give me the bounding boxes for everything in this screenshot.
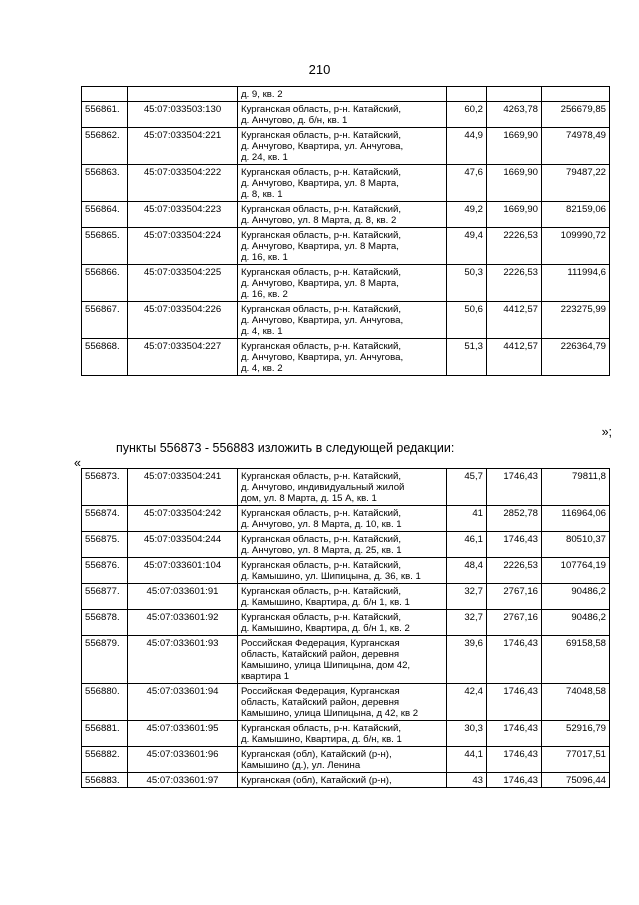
row-number-cell-text: 556880. [85,686,120,697]
area-cell [447,684,487,721]
row-number-cell-text: 556882. [85,749,120,760]
table-row [82,228,610,265]
area-cell [447,302,487,339]
cadastral-value-cell-text: 69158,58 [565,638,606,649]
rate-cell-text: 2852,78 [503,508,538,519]
cadastral-number-cell-text: 45:07:033504:223 [143,204,222,215]
cadastral-value-cell [542,636,610,684]
area-cell [447,87,487,102]
cadastral-value-cell-text: 74978,49 [565,130,606,141]
area-cell-text: 41 [472,508,483,519]
cadastral-value-cell-text: 79811,8 [572,471,606,482]
rate-cell [487,610,542,636]
area-cell [447,584,487,610]
area-cell [447,721,487,747]
cadastral-number-cell-text: 45:07:033504:226 [143,304,222,315]
rate-cell-text: 1746,43 [503,471,538,482]
area-cell [447,128,487,165]
area-cell [447,102,487,128]
row-number-cell-text: 556881. [85,723,120,734]
address-cell [238,87,447,102]
rate-cell [487,532,542,558]
address-cell [238,532,447,558]
cadastral-number-cell-text: 45:07:033504:222 [143,167,222,178]
address-cell-text: Курганская область, р-н. Катайский, д. Анчугово, Квартира, ул. 8 Марта, д. 8, кв. 1 [241,167,402,200]
rate-cell-text: 1669,90 [503,167,538,178]
row-number-cell-text: 556883. [85,775,120,786]
area-cell-text: 50,6 [464,304,483,315]
row-number-cell-text: 556879. [85,638,120,649]
cadastral-number-cell [128,302,238,339]
row-number-cell-text: 556873. [85,471,120,482]
cadastral-value-cell-text: 82159,06 [565,204,606,215]
row-number-cell-text: 556877. [85,586,120,597]
address-cell-text: Курганская (обл), Катайский (р-н), Камышино (д.), ул. Ленина [241,749,392,771]
opening-quote: « [74,456,81,470]
cadastral-number-cell-text: 45:07:033503:130 [143,104,222,115]
address-cell-text: Курганская область, р-н. Катайский, д. Анчугово, Квартира, ул. 8 Марта, д. 16, кв. 2 [241,267,402,300]
cadastral-value-cell [542,202,610,228]
area-cell-text: 49,2 [464,204,483,215]
table-row [82,684,610,721]
rate-cell [487,721,542,747]
cadastral-value-cell-text: 75096,44 [565,775,606,786]
row-number-cell [82,228,128,265]
cadastral-value-cell-text: 80510,37 [565,534,606,545]
row-number-cell [82,506,128,532]
area-cell-text: 46,1 [464,534,483,545]
cadastral-value-cell [542,747,610,773]
area-cell [447,469,487,506]
cadastral-value-cell [542,506,610,532]
area-cell-text: 49,4 [464,230,483,241]
table-row [82,610,610,636]
address-cell-text: Российская Федерация, Курганская область, Катайский район, деревня Камышино, улица Шипицына, дом 42, квартира 1 [241,638,411,682]
cadastral-value-cell [542,128,610,165]
cadastral-number-cell-text: 45:07:033601:93 [146,638,219,649]
address-cell [238,128,447,165]
rate-cell-text: 1746,43 [503,749,538,760]
row-number-cell-text: 556865. [85,230,120,241]
cadastral-value-cell-text: 79487,22 [565,167,606,178]
rate-cell [487,584,542,610]
cadastral-number-cell [128,228,238,265]
row-number-cell [82,102,128,128]
table-row [82,128,610,165]
cadastral-value-cell [542,469,610,506]
page-number: 210 [308,62,331,77]
address-cell-text: Курганская область, р-н. Катайский, д. Камышино, Квартира, д. б/н, кв. 1 [241,723,402,745]
address-cell [238,202,447,228]
cadastral-value-cell [542,610,610,636]
address-cell-text: Курганская область, р-н. Катайский, д. Камышино, ул. Шипицына, д. 36, кв. 1 [241,560,421,582]
area-cell [447,202,487,228]
address-cell [238,558,447,584]
area-cell-text: 50,3 [464,267,483,278]
table-row [82,584,610,610]
cadastral-value-cell [542,228,610,265]
rate-cell-text: 2767,16 [503,612,538,623]
row-number-cell-text: 556875. [85,534,120,545]
row-number-cell-text: 556868. [85,341,120,352]
rate-cell [487,128,542,165]
address-cell [238,265,447,302]
row-number-cell-text: 556863. [85,167,120,178]
cadastral-value-cell [542,773,610,788]
cadastral-value-cell [542,102,610,128]
rate-cell-text: 2226,53 [503,267,538,278]
closing-quote: »; [601,425,612,439]
cadastral-value-cell-text: 90486,2 [571,586,606,597]
cadastral-number-cell [128,87,238,102]
cadastral-value-cell [542,265,610,302]
table-row [82,265,610,302]
address-cell [238,636,447,684]
cadastral-value-cell-text: 223275,99 [560,304,606,315]
cadastral-number-cell-text: 45:07:033601:95 [146,723,219,734]
cadastral-number-cell [128,102,238,128]
cadastral-value-cell [542,532,610,558]
address-cell [238,302,447,339]
cadastral-number-cell [128,610,238,636]
row-number-cell-text: 556876. [85,560,120,571]
cadastral-value-cell [542,302,610,339]
address-cell-text: Курганская область, р-н. Катайский, д. Анчугово, индивидуальный жилой дом, ул. 8 Марта, д. 15 А, кв. 1 [241,471,405,504]
cadastral-value-cell [542,165,610,202]
area-cell [447,228,487,265]
area-cell [447,773,487,788]
amendment-instruction: пункты 556873 - 556883 изложить в следующей редакции: [116,441,455,455]
area-cell [447,339,487,376]
table-row [82,339,610,376]
rate-cell-text: 1746,43 [503,686,538,697]
table-row [82,506,610,532]
address-cell-text: Курганская область, р-н. Катайский, д. Камышино, Квартира, д. б/н 1, кв. 2 [241,612,410,634]
table-row [82,636,610,684]
cadastral-number-cell-text: 45:07:033601:92 [146,612,219,623]
row-number-cell [82,584,128,610]
cadastral-value-cell-text: 256679,85 [560,104,606,115]
registry-table-body [82,87,610,376]
cadastral-value-cell-text: 116964,06 [561,508,606,519]
cadastral-value-cell [542,684,610,721]
area-cell-text: 39,6 [464,638,483,649]
rate-cell [487,228,542,265]
address-cell-text: Курганская область, р-н. Катайский, д. Анчугово, ул. 8 Марта, д. 8, кв. 2 [241,204,402,226]
cadastral-number-cell [128,684,238,721]
rate-cell-text: 2767,16 [503,586,538,597]
cadastral-number-cell [128,747,238,773]
address-cell [238,165,447,202]
cadastral-number-cell-text: 45:07:033504:242 [143,508,222,519]
cadastral-value-cell [542,87,610,102]
address-cell-text: Курганская область, р-н. Катайский, д. Камышино, Квартира, д. б/н 1, кв. 1 [241,586,410,608]
cadastral-number-cell-text: 45:07:033504:241 [143,471,222,482]
area-cell [447,532,487,558]
row-number-cell [82,202,128,228]
address-cell [238,469,447,506]
table-row [82,721,610,747]
cadastral-number-cell [128,532,238,558]
area-cell-text: 48,4 [464,560,483,571]
address-cell-text: Курганская область, р-н. Катайский, д. Анчугово, Квартира, ул. 8 Марта, д. 16, кв. 1 [241,230,402,263]
rate-cell [487,773,542,788]
row-number-cell-text: 556861. [85,104,120,115]
rate-cell-text: 4263,78 [503,104,538,115]
cadastral-value-cell [542,339,610,376]
cadastral-value-cell-text: 90486,2 [571,612,606,623]
row-number-cell-text: 556862. [85,130,120,141]
address-cell-text: Курганская область, р-н. Катайский, д. Анчугово, Квартира, ул. Анчугова, д. 4, кв. 1 [241,304,404,337]
row-number-cell [82,773,128,788]
cadastral-value-cell-text: 74048,58 [565,686,606,697]
rate-cell-text: 1669,90 [503,204,538,215]
row-number-cell [82,610,128,636]
address-cell [238,339,447,376]
cadastral-number-cell-text: 45:07:033601:97 [146,775,219,786]
cadastral-value-cell-text: 107764,19 [560,560,606,571]
row-number-cell [82,128,128,165]
address-cell [238,102,447,128]
table-row [82,102,610,128]
area-cell-text: 42,4 [464,686,483,697]
row-number-cell [82,636,128,684]
cadastral-number-cell [128,265,238,302]
address-cell-text: Российская Федерация, Курганская область, Катайский район, деревня Камышино, улица Шипицына, д 42, кв 2 [241,686,419,719]
rate-cell [487,202,542,228]
area-cell-text: 32,7 [464,586,483,597]
cadastral-value-cell [542,584,610,610]
cadastral-number-cell-text: 45:07:033601:96 [146,749,219,760]
cadastral-number-cell-text: 45:07:033504:225 [143,267,222,278]
registry-table-amended [81,468,610,788]
row-number-cell [82,265,128,302]
area-cell-text: 32,7 [464,612,483,623]
rate-cell [487,684,542,721]
cadastral-number-cell [128,339,238,376]
row-number-cell [82,747,128,773]
address-cell-text: Курганская область, р-н. Катайский, д. Анчугово, ул. 8 Марта, д. 10, кв. 1 [241,508,402,530]
area-cell [447,265,487,302]
area-cell-text: 44,1 [464,749,483,760]
area-cell-text: 45,7 [464,471,483,482]
rate-cell-text: 1746,43 [503,723,538,734]
row-number-cell-text: 556874. [85,508,120,519]
row-number-cell [82,721,128,747]
table-row [82,469,610,506]
row-number-cell-text: 556878. [85,612,120,623]
rate-cell [487,636,542,684]
cadastral-number-cell [128,773,238,788]
rate-cell [487,87,542,102]
area-cell [447,610,487,636]
address-cell-text: Курганская область, р-н. Катайский, д. Анчугово, д. б/н, кв. 1 [241,104,402,126]
row-number-cell [82,87,128,102]
cadastral-value-cell-text: 111994,6 [567,267,606,278]
area-cell [447,636,487,684]
address-cell [238,584,447,610]
table-row [82,747,610,773]
cadastral-number-cell [128,506,238,532]
rate-cell-text: 2226,53 [503,230,538,241]
rate-cell-text: 2226,53 [503,560,538,571]
rate-cell [487,747,542,773]
area-cell-text: 44,9 [464,130,483,141]
rate-cell-text: 1746,43 [503,775,538,786]
cadastral-number-cell [128,584,238,610]
cadastral-number-cell-text: 45:07:033504:227 [143,341,222,352]
row-number-cell-text: 556867. [85,304,120,315]
address-cell-text: Курганская область, р-н. Катайский, д. Анчугово, Квартира, ул. Анчугова, д. 4, кв. 2 [241,341,404,374]
cadastral-number-cell-text: 45:07:033504:244 [143,534,222,545]
row-number-cell [82,684,128,721]
table-row [82,302,610,339]
table-row [82,165,610,202]
rate-cell-text: 1746,43 [503,534,538,545]
area-cell-text: 60,2 [464,104,483,115]
area-cell [447,558,487,584]
rate-cell [487,302,542,339]
cadastral-value-cell-text: 226364,79 [560,341,606,352]
address-cell-text: Курганская область, р-н. Катайский, д. Анчугово, ул. 8 Марта, д. 25, кв. 1 [241,534,402,556]
rate-cell [487,102,542,128]
cadastral-number-cell [128,469,238,506]
rate-cell [487,339,542,376]
cadastral-number-cell-text: 45:07:033601:91 [146,586,219,597]
address-cell-text: Курганская область, р-н. Катайский, д. Анчугово, Квартира, ул. Анчугова, д. 24, кв. 1 [241,130,404,163]
cadastral-value-cell-text: 77017,51 [565,749,606,760]
cadastral-value-cell-text: 52916,79 [565,723,606,734]
rate-cell-text: 4412,57 [503,304,538,315]
cadastral-number-cell [128,721,238,747]
cadastral-number-cell [128,165,238,202]
rate-cell-text: 1669,90 [503,130,538,141]
row-number-cell-text: 556864. [85,204,120,215]
cadastral-value-cell [542,558,610,584]
address-cell [238,747,447,773]
row-number-cell-text: 556866. [85,267,120,278]
area-cell [447,165,487,202]
address-cell [238,773,447,788]
row-number-cell [82,532,128,558]
table-row [82,558,610,584]
rate-cell [487,165,542,202]
cadastral-number-cell-text: 45:07:033504:221 [143,130,222,141]
rate-cell-text: 1746,43 [503,638,538,649]
address-cell [238,721,447,747]
cadastral-number-cell [128,128,238,165]
address-cell [238,228,447,265]
address-cell [238,506,447,532]
table-row [82,202,610,228]
cadastral-number-cell [128,558,238,584]
address-cell [238,610,447,636]
row-number-cell [82,302,128,339]
table-row [82,87,610,102]
cadastral-number-cell [128,202,238,228]
rate-cell [487,506,542,532]
table-row [82,532,610,558]
rate-cell-text: 4412,57 [503,341,538,352]
row-number-cell [82,339,128,376]
cadastral-number-cell-text: 45:07:033601:94 [146,686,219,697]
cadastral-value-cell-text: 109990,72 [560,230,606,241]
area-cell-text: 30,3 [464,723,483,734]
address-cell-text: Курганская (обл), Катайский (р-н), [241,775,392,786]
table-row [82,773,610,788]
address-cell [238,684,447,721]
registry-table-body [82,469,610,788]
cadastral-number-cell [128,636,238,684]
cadastral-number-cell-text: 45:07:033504:224 [143,230,222,241]
cadastral-value-cell [542,721,610,747]
area-cell-text: 47,6 [464,167,483,178]
address-cell-text: д. 9, кв. 2 [241,89,283,100]
cadastral-number-cell-text: 45:07:033601:104 [143,560,222,571]
area-cell [447,747,487,773]
rate-cell [487,469,542,506]
area-cell-text: 43 [472,775,483,786]
row-number-cell [82,165,128,202]
row-number-cell [82,558,128,584]
area-cell-text: 51,3 [464,341,483,352]
rate-cell [487,265,542,302]
rate-cell [487,558,542,584]
area-cell [447,506,487,532]
registry-table-previous [81,86,610,376]
row-number-cell [82,469,128,506]
